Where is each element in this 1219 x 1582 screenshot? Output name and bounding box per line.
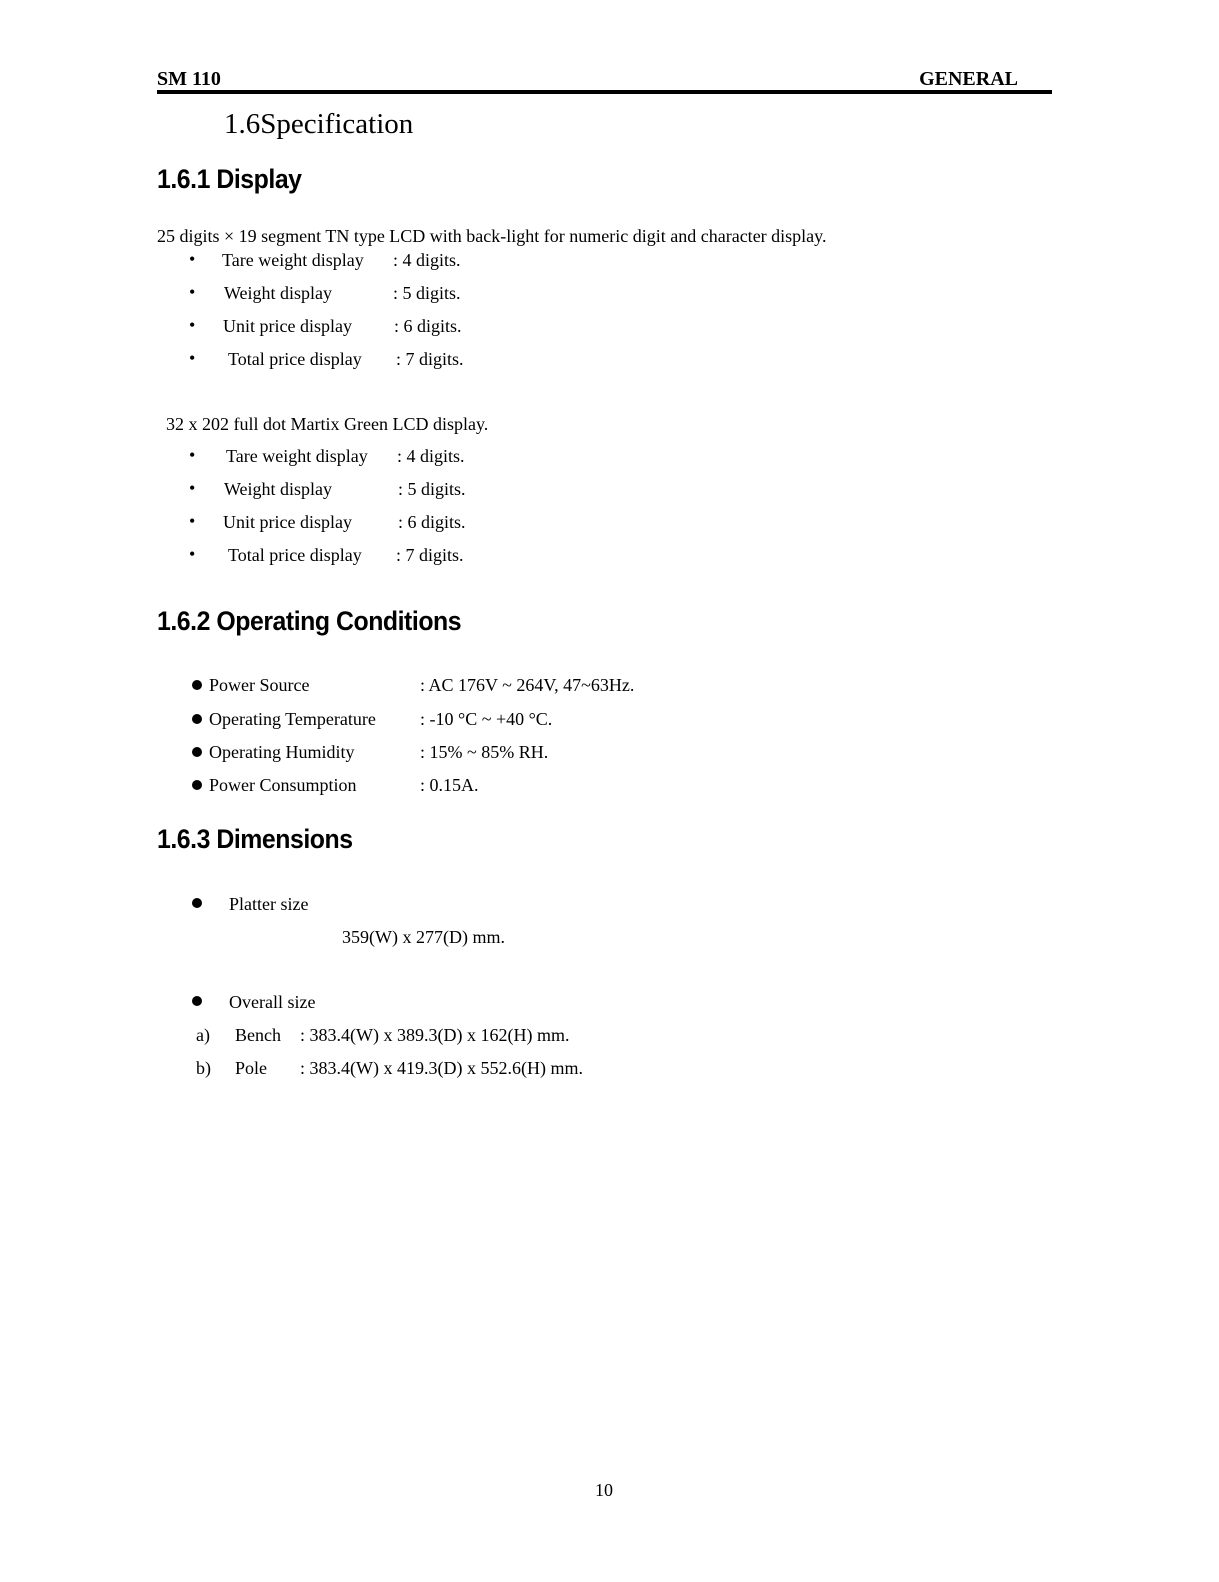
- item-label: Unit price display: [223, 316, 352, 336]
- item-marker: b): [196, 1058, 211, 1078]
- item-label: Bench: [235, 1025, 281, 1045]
- item-label: Weight display: [224, 479, 333, 499]
- item-value: : AC 176V ~ 264V, 47~63Hz.: [420, 675, 635, 695]
- item-value: : -10 °C ~ +40 °C.: [420, 709, 553, 729]
- item-value: : 383.4(W) x 389.3(D) x 162(H) mm.: [300, 1025, 570, 1045]
- platter-value: 359(W) x 277(D) mm.: [342, 927, 505, 947]
- item-label: Total price display: [228, 349, 362, 369]
- item-value: : 5 digits.: [393, 283, 461, 303]
- item-label: Unit price display: [223, 512, 352, 532]
- platter-label: Platter size: [229, 894, 309, 914]
- bullet-dot-icon: [192, 714, 202, 724]
- bullet-icon: •: [189, 282, 196, 302]
- item-marker: a): [196, 1025, 210, 1045]
- display-heading: 1.6.1 Display: [157, 164, 302, 194]
- item-value: : 6 digits.: [398, 512, 466, 532]
- item-label: Pole: [235, 1058, 268, 1078]
- header-model: SM 110: [157, 68, 221, 90]
- page-number: 10: [595, 1480, 613, 1500]
- item-label: Total price display: [228, 545, 362, 565]
- bullet-icon: •: [189, 315, 196, 335]
- section-title: 1.6Specification: [224, 108, 414, 140]
- item-value: : 0.15A.: [420, 775, 479, 795]
- display-intro-2: 32 x 202 full dot Martix Green LCD display.: [166, 414, 489, 434]
- bullet-dot-icon: [192, 780, 202, 790]
- item-label: Tare weight display: [226, 446, 368, 466]
- item-label: Tare weight display: [222, 250, 364, 270]
- display-intro: 25 digits × 19 segment TN type LCD with back-light for numeric digit and character display.: [157, 226, 827, 246]
- header-section: GENERAL: [919, 68, 1018, 90]
- item-value: : 6 digits.: [394, 316, 462, 336]
- bullet-icon: •: [189, 544, 196, 564]
- bullet-icon: •: [189, 445, 196, 465]
- page-header: [157, 68, 1052, 94]
- item-value: : 5 digits.: [398, 479, 466, 499]
- dimensions-heading: 1.6.3 Dimensions: [157, 824, 353, 854]
- operating-heading: 1.6.2 Operating Conditions: [157, 606, 462, 636]
- bullet-dot-icon: [192, 898, 202, 908]
- item-value: : 7 digits.: [396, 349, 464, 369]
- overall-label: Overall size: [229, 992, 316, 1012]
- item-value: : 7 digits.: [396, 545, 464, 565]
- bullet-icon: •: [189, 478, 196, 498]
- item-label: Operating Temperature: [209, 709, 376, 729]
- item-value: : 4 digits.: [397, 446, 465, 466]
- bullet-dot-icon: [192, 680, 202, 690]
- item-value: : 383.4(W) x 419.3(D) x 552.6(H) mm.: [300, 1058, 583, 1078]
- bullet-dot-icon: [192, 996, 202, 1006]
- item-value: : 4 digits.: [393, 250, 461, 270]
- item-label: Power Source: [209, 675, 310, 695]
- bullet-dot-icon: [192, 747, 202, 757]
- item-label: Power Consumption: [209, 775, 357, 795]
- bullet-icon: •: [189, 511, 196, 531]
- bullet-icon: •: [189, 249, 196, 269]
- item-value: : 15% ~ 85% RH.: [420, 742, 549, 762]
- item-label: Weight display: [224, 283, 333, 303]
- bullet-icon: •: [189, 348, 196, 368]
- item-label: Operating Humidity: [209, 742, 355, 762]
